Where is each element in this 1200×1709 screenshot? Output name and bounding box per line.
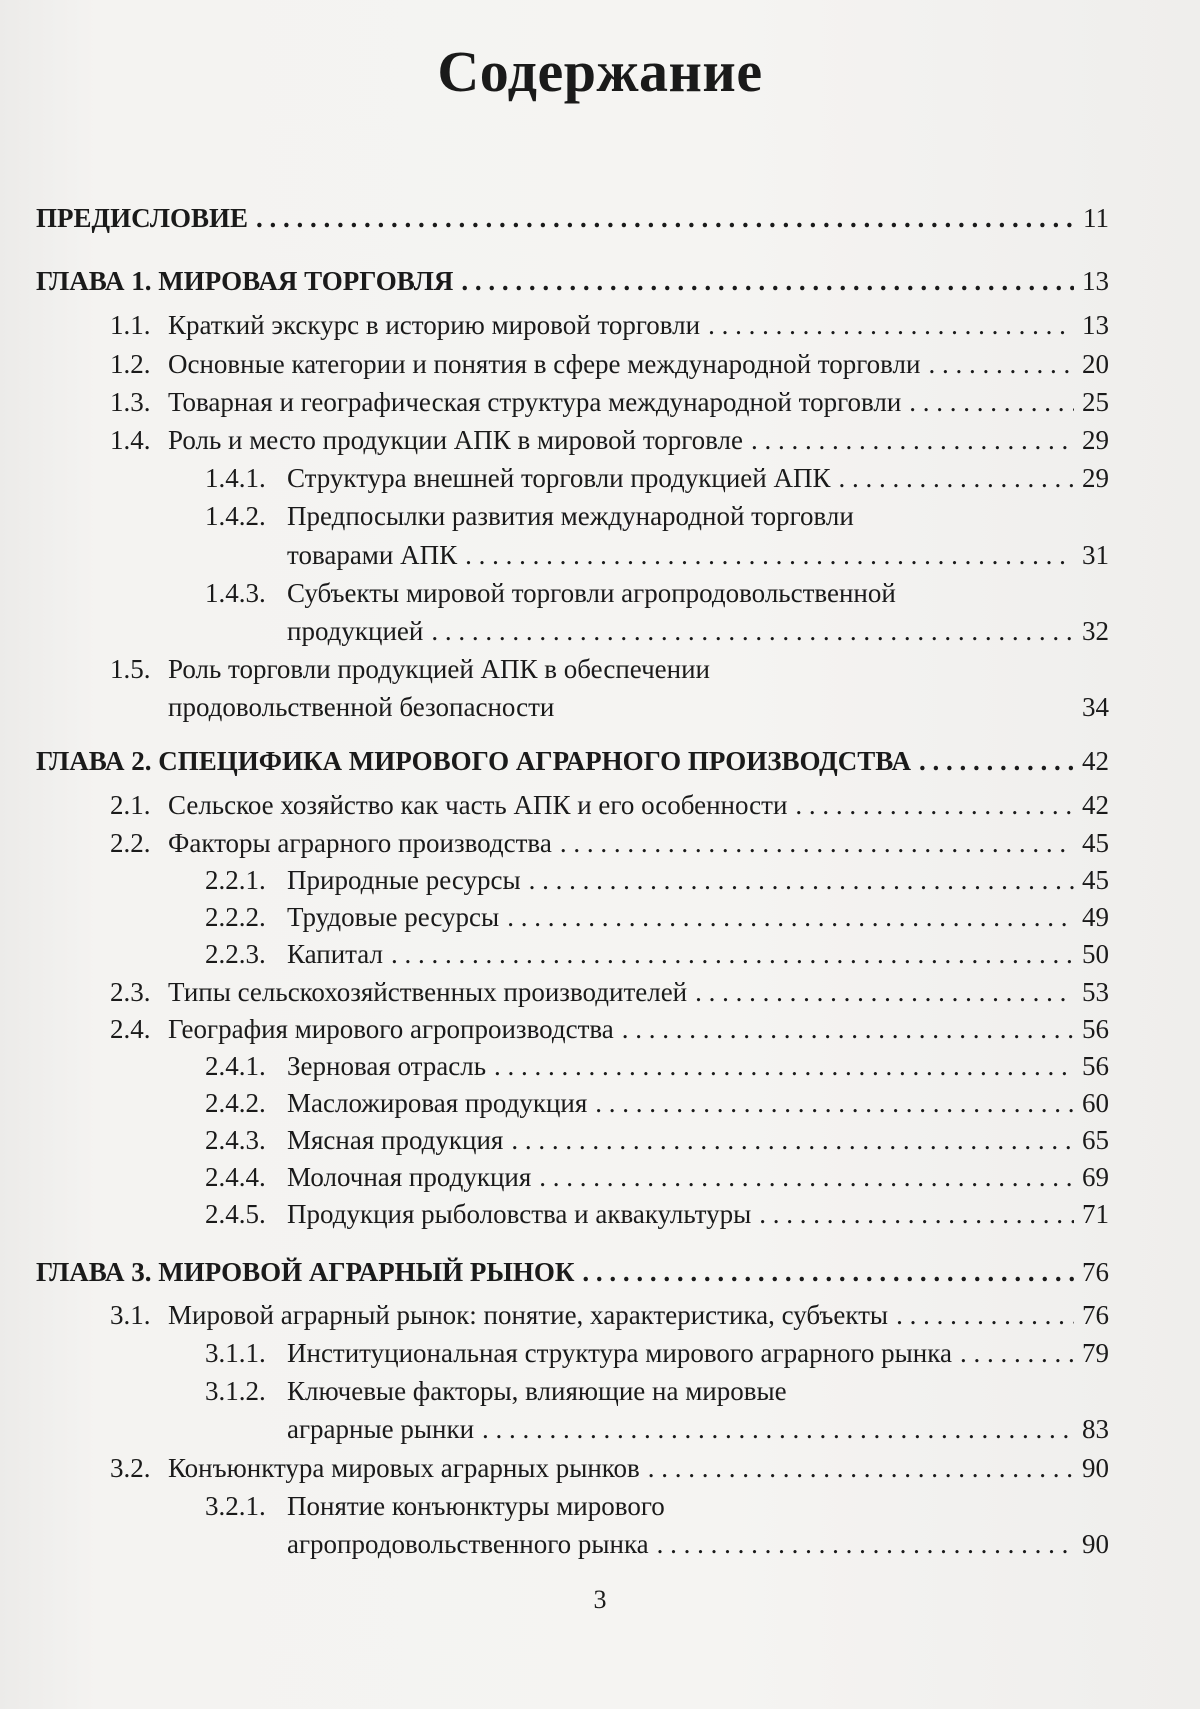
toc-title: Молочная продукция: [287, 1162, 532, 1192]
toc-title: Мясная продукция: [287, 1125, 504, 1155]
toc-page: 76: [1082, 1300, 1109, 1330]
toc-title: Роль торговли продукцией АПК в обеспечении: [168, 654, 710, 684]
toc-number: 2.4.2.: [205, 1088, 266, 1118]
toc-page: 71: [1082, 1199, 1109, 1229]
toc-number: 1.4.: [110, 425, 151, 455]
leader-dots: [919, 743, 1074, 779]
toc-page: 56: [1082, 1014, 1109, 1044]
toc-number: 2.1.: [110, 790, 151, 820]
leader-dots: [494, 1048, 1074, 1084]
toc-entry-continuation[interactable]: [287, 1526, 1109, 1562]
toc-entry[interactable]: [110, 307, 1109, 343]
toc-page: 42: [1082, 746, 1109, 776]
toc-number: 2.2.: [110, 828, 151, 858]
leader-dots: [695, 974, 1074, 1010]
toc-entry[interactable]: [205, 1159, 1109, 1195]
toc-page: 83: [1082, 1414, 1109, 1444]
toc-number: 3.1.: [110, 1300, 151, 1330]
toc-entry[interactable]: [110, 1011, 1109, 1047]
toc-page: 29: [1082, 425, 1109, 455]
toc-entry[interactable]: [205, 1122, 1109, 1158]
leader-dots: [657, 1526, 1074, 1562]
toc-page: 56: [1082, 1051, 1109, 1081]
toc-entry-chapter-1[interactable]: [36, 263, 1109, 299]
toc-title: ГЛАВА 3. МИРОВОЙ АГРАРНЫЙ РЫНОК: [36, 1257, 575, 1287]
toc-title: Понятие конъюнктуры мирового: [287, 1491, 665, 1521]
toc-entry-continuation[interactable]: [287, 537, 1109, 573]
toc-title-continuation: аграрные рынки: [287, 1414, 475, 1444]
toc-title: Ключевые факторы, влияющие на мировые: [287, 1376, 787, 1406]
toc-page: 31: [1082, 540, 1109, 570]
toc-entry[interactable]: [205, 1488, 1109, 1524]
leader-dots: [928, 346, 1074, 382]
toc-number: 2.2.3.: [205, 939, 266, 969]
toc-title: Продукция рыболовства и аквакультуры: [287, 1199, 752, 1229]
toc-page: 13: [1082, 310, 1109, 340]
toc-title: Природные ресурсы: [287, 865, 521, 895]
toc-page: 69: [1082, 1162, 1109, 1192]
toc-entry[interactable]: [205, 460, 1109, 496]
toc-title: Роль и место продукции АПК в мировой торговле: [168, 425, 744, 455]
toc-number: 2.4.1.: [205, 1051, 266, 1081]
toc-title: Предпосылки развития международной торговли: [287, 501, 854, 531]
toc-number: 2.4.4.: [205, 1162, 266, 1192]
toc-entry[interactable]: [110, 825, 1109, 861]
toc-entry-chapter-3[interactable]: [36, 1254, 1109, 1290]
toc-entry[interactable]: [110, 384, 1109, 420]
leader-dots: [622, 1011, 1074, 1047]
toc-number: 3.2.: [110, 1453, 151, 1483]
toc-title: Сельское хозяйство как часть АПК и его особенности: [168, 790, 788, 820]
page-number: 3: [593, 1585, 607, 1614]
leader-dots: [431, 613, 1074, 649]
toc-entry[interactable]: [205, 498, 1109, 534]
leader-dots: [648, 1450, 1074, 1486]
toc-entry[interactable]: [205, 1373, 1109, 1409]
toc-page: 49: [1082, 902, 1109, 932]
toc-title: Мировой аграрный рынок: понятие, характеристика, субъекты: [168, 1300, 889, 1330]
toc-title: Трудовые ресурсы: [287, 902, 500, 932]
toc-entry[interactable]: [205, 575, 1109, 611]
toc-page: 53: [1082, 977, 1109, 1007]
leader-dots: [795, 787, 1074, 823]
toc-title: Институциональная структура мирового аграрного рынка: [287, 1338, 952, 1368]
leader-dots: [539, 1159, 1074, 1195]
toc-number: 3.2.1.: [205, 1491, 266, 1521]
leader-dots: [256, 200, 1075, 236]
leader-dots: [960, 1335, 1074, 1371]
page-title: Содержание: [437, 39, 763, 104]
toc-number: 1.4.2.: [205, 501, 266, 531]
toc-number: 2.4.: [110, 1014, 151, 1044]
toc-page: 50: [1082, 939, 1109, 969]
toc-page: 45: [1082, 828, 1109, 858]
toc-title: ГЛАВА 2. СПЕЦИФИКА МИРОВОГО АГРАРНОГО ПРОИЗВОДСТВА: [36, 746, 912, 776]
leader-dots: [482, 1411, 1074, 1447]
toc-entry[interactable]: [205, 1085, 1109, 1121]
toc-title: Субъекты мировой торговли агропродовольственной: [287, 578, 896, 608]
toc-entry[interactable]: [110, 974, 1109, 1010]
toc-page: 65: [1082, 1125, 1109, 1155]
leader-dots: [909, 384, 1074, 420]
toc-entry[interactable]: [205, 862, 1109, 898]
toc-number: 2.3.: [110, 977, 151, 1007]
leader-dots: [529, 862, 1074, 898]
toc-title: Структура внешней торговли продукцией АПК: [287, 463, 831, 493]
toc-entry[interactable]: [110, 346, 1109, 382]
toc-number: 1.5.: [110, 654, 151, 684]
toc-number: 1.3.: [110, 387, 151, 417]
toc-title-continuation: продовольственной безопасности: [168, 692, 555, 722]
leader-dots: [595, 1085, 1074, 1121]
toc-page: 90: [1082, 1453, 1109, 1483]
toc-entry[interactable]: [205, 1335, 1109, 1371]
toc-number: 3.1.2.: [205, 1376, 266, 1406]
toc-number: 1.4.1.: [205, 463, 266, 493]
toc-title-continuation: агропродовольственного рынка: [287, 1529, 649, 1559]
leader-dots: [560, 825, 1074, 861]
toc-title: Конъюнктура мировых аграрных рынков: [168, 1453, 640, 1483]
toc-title: Краткий экскурс в историю мировой торговли: [168, 310, 701, 340]
toc-entry[interactable]: [205, 1048, 1109, 1084]
toc-entry-continuation[interactable]: [168, 689, 1109, 725]
toc-entry[interactable]: [205, 899, 1109, 935]
toc-page: 11: [1083, 203, 1109, 233]
toc-entry-preface[interactable]: [36, 200, 1109, 236]
toc-page: 13: [1082, 266, 1109, 296]
toc-title: Масложировая продукция: [287, 1088, 588, 1118]
toc-number: 1.1.: [110, 310, 151, 340]
leader-dots: [391, 936, 1074, 972]
toc-title: ГЛАВА 1. МИРОВАЯ ТОРГОВЛЯ: [36, 266, 454, 296]
toc-page: 34: [1082, 692, 1109, 722]
toc-title-continuation: товарами АПК: [287, 540, 458, 570]
toc-title: Капитал: [287, 939, 384, 969]
toc-entry[interactable]: [110, 651, 1109, 687]
leader-dots: [507, 899, 1074, 935]
toc-page: 60: [1082, 1088, 1109, 1118]
toc-page: 76: [1082, 1257, 1109, 1287]
toc-page: 42: [1082, 790, 1109, 820]
toc-entry[interactable]: [110, 787, 1109, 823]
toc-number: 1.2.: [110, 349, 151, 379]
toc-number: 2.2.2.: [205, 902, 266, 932]
toc-title: ПРЕДИСЛОВИЕ: [36, 203, 249, 233]
leader-dots: [751, 422, 1074, 458]
leader-dots: [708, 307, 1074, 343]
toc-page: 25: [1082, 387, 1109, 417]
toc-title: Основные категории и понятия в сфере международной торговли: [168, 349, 921, 379]
toc-title: Факторы аграрного производства: [168, 828, 552, 858]
leader-dots: [896, 1297, 1074, 1333]
toc-title: Зерновая отрасль: [287, 1051, 487, 1081]
toc-entry[interactable]: [205, 936, 1109, 972]
toc-page: 32: [1082, 616, 1109, 646]
toc-entry-chapter-2[interactable]: [36, 743, 1109, 779]
leader-dots: [839, 460, 1075, 496]
toc-entry[interactable]: [110, 422, 1109, 458]
toc-entry[interactable]: [205, 1196, 1109, 1232]
toc-page: 79: [1082, 1338, 1109, 1368]
toc-entry[interactable]: [110, 1297, 1109, 1333]
toc-number: 2.4.5.: [205, 1199, 266, 1229]
toc-title: Товарная и географическая структура международной торговли: [168, 387, 902, 417]
toc-page: 45: [1082, 865, 1109, 895]
toc-entry-continuation[interactable]: [287, 1411, 1109, 1447]
toc-number: 2.2.1.: [205, 865, 266, 895]
leader-dots: [465, 537, 1074, 573]
toc-page: 29: [1082, 463, 1109, 493]
toc-page: 20: [1082, 349, 1109, 379]
toc-entry-continuation[interactable]: [287, 613, 1109, 649]
toc-title: География мирового агропроизводства: [168, 1014, 614, 1044]
leader-dots: [759, 1196, 1074, 1232]
toc-page: 90: [1082, 1529, 1109, 1559]
toc-title-continuation: продукцией: [287, 616, 424, 646]
toc-number: 3.1.1.: [205, 1338, 266, 1368]
toc-number: 2.4.3.: [205, 1125, 266, 1155]
toc-title: Типы сельскохозяйственных производителей: [168, 977, 688, 1007]
leader-dots: [582, 1254, 1074, 1290]
leader-dots: [511, 1122, 1074, 1158]
toc-number: 1.4.3.: [205, 578, 266, 608]
leader-dots: [461, 263, 1074, 299]
toc-entry[interactable]: [110, 1450, 1109, 1486]
